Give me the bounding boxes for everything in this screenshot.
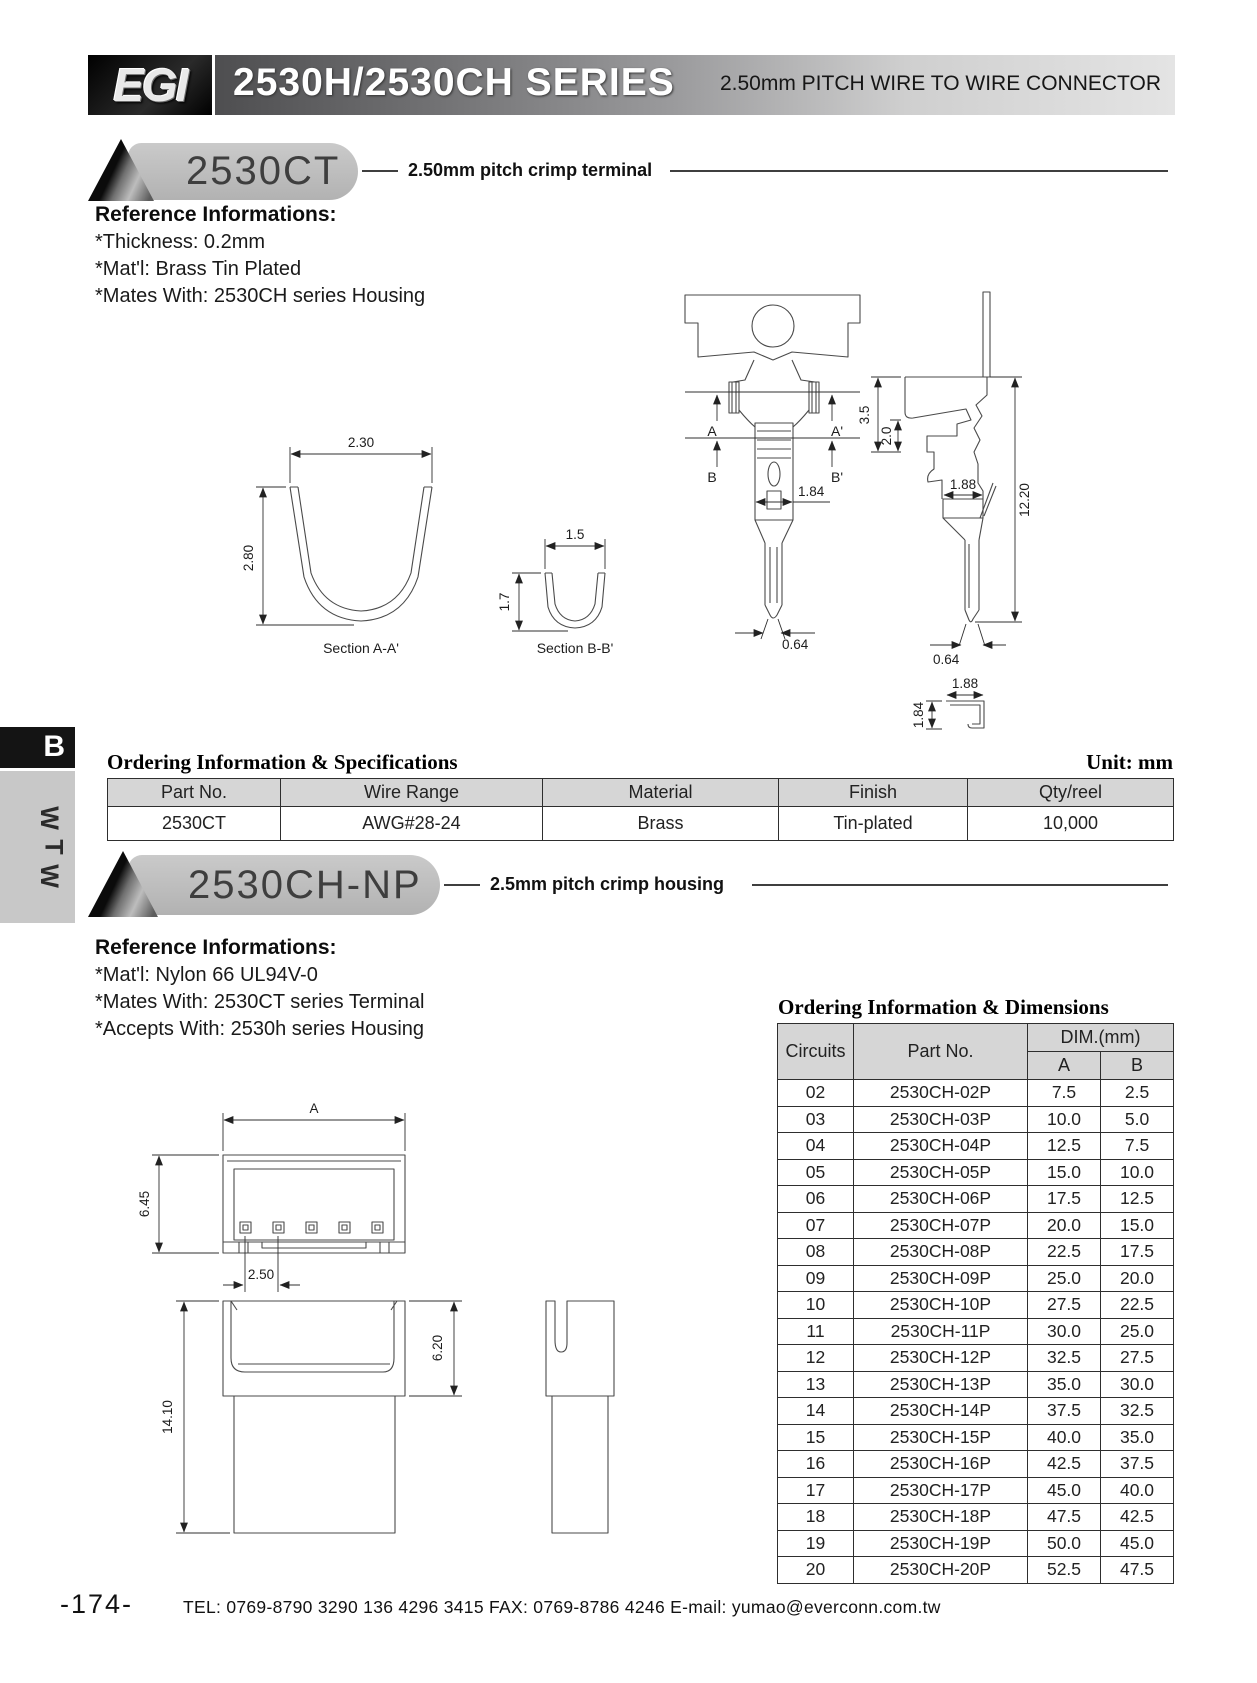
table-cell: 12.5: [1028, 1133, 1101, 1160]
ch-ref-title: Reference Informations:: [95, 936, 337, 959]
list-item: *Mat'l: Nylon 66 UL94V-0: [95, 964, 318, 986]
terminal-front-view: [685, 295, 860, 652]
table-cell: 40.0: [1101, 1477, 1174, 1504]
table-row: [778, 1159, 1174, 1186]
dim-label: 1.84: [798, 484, 825, 499]
caption-2530ch: 2.5mm pitch crimp housing: [490, 874, 725, 894]
table-header-row: [778, 1024, 1174, 1052]
table-cell: 42.5: [1101, 1504, 1174, 1531]
table-row: [778, 1371, 1174, 1398]
list-item: W: [35, 864, 64, 888]
dim-label: 1.88: [951, 676, 979, 691]
dim-table-title: Ordering Information & Dimensions: [778, 995, 1109, 1019]
table-cell: 47.5: [1028, 1504, 1101, 1531]
table-cell: 2530CH-04P: [854, 1133, 1028, 1160]
section-mark: A: [707, 423, 717, 439]
table-cell: 06: [778, 1186, 854, 1213]
table-cell: 35.0: [1101, 1424, 1174, 1451]
dim-label: 1.5: [565, 527, 585, 542]
list-item: T: [39, 839, 68, 855]
list-item: W: [35, 806, 64, 830]
table-cell: 7.5: [1028, 1080, 1101, 1107]
table-cell: Brass: [543, 807, 779, 841]
table-cell: 32.5: [1101, 1398, 1174, 1425]
table-row: [778, 1106, 1174, 1133]
table-cell: 25.0: [1028, 1265, 1101, 1292]
list-item: *Accepts With: 2530h series Housing: [95, 1018, 425, 1040]
table-cell: 5.0: [1101, 1106, 1174, 1133]
table-cell: 7.5: [1101, 1133, 1174, 1160]
col-part-no: Part No.: [854, 1024, 1028, 1080]
table-row: [778, 1239, 1174, 1266]
table-cell: 2530CT: [108, 807, 281, 841]
table-cell: 2530CH-13P: [854, 1371, 1028, 1398]
series-subtitle: 2.50mm PITCH WIRE TO WIRE CONNECTOR: [719, 72, 1161, 95]
dim-label: 2.0: [879, 426, 894, 446]
sidebar-tab-b: B: [0, 727, 75, 768]
table-cell: 40.0: [1028, 1424, 1101, 1451]
series-title: 2530H/2530CH SERIES: [233, 61, 675, 104]
table-row: [778, 1530, 1174, 1557]
dim-label: 2.50: [247, 1267, 275, 1282]
table-cell: 47.5: [1101, 1557, 1174, 1584]
badge-2530ct-label: 2530CT: [186, 149, 341, 193]
table-cell: 19: [778, 1530, 854, 1557]
table-cell: 2530CH-10P: [854, 1292, 1028, 1319]
ct-ref-title: Reference Informations:: [95, 203, 337, 226]
section-bb-view: [497, 527, 613, 656]
table-cell: 42.5: [1028, 1451, 1101, 1478]
col-finish: Finish: [779, 779, 968, 807]
table-cell: 08: [778, 1239, 854, 1266]
divider-dash: [362, 170, 398, 172]
table-cell: 10: [778, 1292, 854, 1319]
table-cell: 2530CH-19P: [854, 1530, 1028, 1557]
table-cell: 2530CH-15P: [854, 1424, 1028, 1451]
table-cell: 11: [778, 1318, 854, 1345]
col-b: B: [1101, 1052, 1174, 1080]
table-row: [778, 1345, 1174, 1372]
dim-label: 12.20: [1017, 483, 1032, 517]
table-cell: 2530CH-20P: [854, 1557, 1028, 1584]
table-cell: 27.5: [1028, 1292, 1101, 1319]
table-row: [778, 1133, 1174, 1160]
section-mark: A': [830, 423, 844, 439]
table-cell: 45.0: [1028, 1477, 1101, 1504]
section-aa-view: [241, 435, 432, 656]
table-row: [778, 1080, 1174, 1107]
table-cell: 2530CH-03P: [854, 1106, 1028, 1133]
dim-label: 0.64: [933, 652, 960, 667]
section-aa-label: Section A-A': [323, 640, 399, 656]
table-cell: 10.0: [1101, 1159, 1174, 1186]
table-cell: 2530CH-11P: [854, 1318, 1028, 1345]
table-row: [778, 1186, 1174, 1213]
table-cell: 25.0: [1101, 1318, 1174, 1345]
page-number: -174-: [60, 1589, 134, 1619]
table-row: [778, 1398, 1174, 1425]
table-cell: 22.5: [1101, 1292, 1174, 1319]
dim-label: 0.64: [782, 637, 809, 652]
table-cell: 2530CH-17P: [854, 1477, 1028, 1504]
table-cell: 50.0: [1028, 1530, 1101, 1557]
list-item: *Thickness: 0.2mm: [95, 231, 266, 253]
table-cell: 20.0: [1028, 1212, 1101, 1239]
table-cell: 12.5: [1101, 1186, 1174, 1213]
col-part-no: Part No.: [108, 779, 281, 807]
unit-label: Unit: mm: [1086, 750, 1173, 774]
housing-profile-view: [546, 1301, 614, 1533]
col-material: Material: [543, 779, 779, 807]
table-cell: 10.0: [1028, 1106, 1101, 1133]
table-cell: 14: [778, 1398, 854, 1425]
section-mark: B': [830, 469, 844, 485]
table-cell: AWG#28-24: [281, 807, 543, 841]
section-mark: B: [707, 469, 717, 485]
caption-2530ct: 2.50mm pitch crimp terminal: [408, 160, 653, 180]
table-row: [778, 1318, 1174, 1345]
section-bb-label: Section B-B': [536, 640, 614, 656]
list-item: *Mat'l: Brass Tin Plated: [95, 258, 302, 280]
table-cell: 32.5: [1028, 1345, 1101, 1372]
table-row: [108, 807, 1174, 841]
table-cell: 2530CH-16P: [854, 1451, 1028, 1478]
badge-2530ch-np: [128, 855, 440, 915]
egi-logo-text: EGI: [113, 59, 187, 111]
table-cell: 10,000: [968, 807, 1174, 841]
list-item: *Mates With: 2530CH series Housing: [95, 285, 426, 307]
dim-label: 1.7: [497, 592, 512, 612]
table-cell: 2530CH-12P: [854, 1345, 1028, 1372]
table-cell: 30.0: [1028, 1318, 1101, 1345]
table-cell: 37.5: [1101, 1451, 1174, 1478]
dim-label: 1.84: [911, 701, 926, 729]
terminal-drawing: [230, 255, 1130, 755]
table-cell: 15: [778, 1424, 854, 1451]
col-dim-mm: DIM.(mm): [1028, 1024, 1174, 1052]
table-cell: 30.0: [1101, 1371, 1174, 1398]
divider-dash: [444, 884, 480, 886]
table-cell: 17.5: [1028, 1186, 1101, 1213]
spec-table-title: Ordering Information & Specifications: [107, 750, 458, 774]
table-cell: 04: [778, 1133, 854, 1160]
table-cell: 2530CH-06P: [854, 1186, 1028, 1213]
table-row: [778, 1212, 1174, 1239]
table-cell: 20.0: [1101, 1265, 1174, 1292]
table-cell: 20: [778, 1557, 854, 1584]
table-header-row: [108, 779, 1174, 807]
table-cell: 2530CH-09P: [854, 1265, 1028, 1292]
table-cell: 18: [778, 1504, 854, 1531]
table-cell: 35.0: [1028, 1371, 1101, 1398]
table-cell: 16: [778, 1451, 854, 1478]
table-row: [778, 1424, 1174, 1451]
housing-side-view: [160, 1301, 462, 1533]
terminal-side-view: [857, 292, 1032, 729]
table-cell: 52.5: [1028, 1557, 1101, 1584]
table-cell: 2.5: [1101, 1080, 1174, 1107]
table-cell: 37.5: [1028, 1398, 1101, 1425]
dim-label: 2.80: [241, 544, 256, 572]
housing-front-view: [137, 1101, 405, 1292]
col-wire-range: Wire Range: [281, 779, 543, 807]
col-qty-reel: Qty/reel: [968, 779, 1174, 807]
dim-table: [777, 1023, 1174, 1584]
egi-logo: [88, 55, 212, 115]
dim-label: 2.30: [347, 435, 375, 450]
divider-line: [752, 884, 1168, 886]
dim-label: 6.20: [430, 1334, 445, 1362]
housing-pins: [240, 1222, 383, 1233]
table-cell: Tin-plated: [779, 807, 968, 841]
footer-contact: TEL: 0769-8790 3290 136 4296 3415 FAX: 0769-8786 4246 E-mail: yumao@everconn.com.tw: [183, 1597, 941, 1617]
table-cell: 05: [778, 1159, 854, 1186]
series-banner: [215, 55, 1175, 115]
table-cell: 2530CH-07P: [854, 1212, 1028, 1239]
dim-label: 3.5: [857, 405, 872, 425]
table-cell: 2530CH-18P: [854, 1504, 1028, 1531]
dim-label: 6.45: [137, 1190, 152, 1218]
table-cell: 17.5: [1101, 1239, 1174, 1266]
table-cell: 22.5: [1028, 1239, 1101, 1266]
table-cell: 2530CH-08P: [854, 1239, 1028, 1266]
list-item: *Mates With: 2530CT series Terminal: [95, 991, 425, 1013]
table-cell: 12: [778, 1345, 854, 1372]
ch-ref-list: [95, 962, 424, 1043]
table-cell: 09: [778, 1265, 854, 1292]
table-cell: 13: [778, 1371, 854, 1398]
table-cell: 15.0: [1101, 1212, 1174, 1239]
spec-table: [107, 778, 1174, 841]
table-row: [778, 1504, 1174, 1531]
table-cell: 03: [778, 1106, 854, 1133]
dim-label: A: [309, 1101, 319, 1116]
table-row: [778, 1292, 1174, 1319]
col-circuits: Circuits: [778, 1024, 854, 1080]
table-cell: 15.0: [1028, 1159, 1101, 1186]
table-cell: 17: [778, 1477, 854, 1504]
table-row: [778, 1477, 1174, 1504]
table-cell: 2530CH-14P: [854, 1398, 1028, 1425]
table-cell: 2530CH-02P: [854, 1080, 1028, 1107]
dim-label: 14.10: [160, 1400, 175, 1434]
table-cell: 2530CH-05P: [854, 1159, 1028, 1186]
table-row: [778, 1451, 1174, 1478]
housing-drawing: [120, 1080, 680, 1570]
badge-2530ch-np-label: 2530CH-NP: [188, 863, 422, 907]
col-a: A: [1028, 1052, 1101, 1080]
badge-2530ct: [128, 143, 358, 200]
table-row: [778, 1557, 1174, 1584]
dim-label: 1.88: [949, 477, 977, 492]
divider-line: [670, 170, 1168, 172]
table-cell: 27.5: [1101, 1345, 1174, 1372]
sidebar-tab-wtw: [0, 771, 75, 923]
table-cell: 45.0: [1101, 1530, 1174, 1557]
table-cell: 02: [778, 1080, 854, 1107]
table-row: [778, 1265, 1174, 1292]
table-cell: 07: [778, 1212, 854, 1239]
